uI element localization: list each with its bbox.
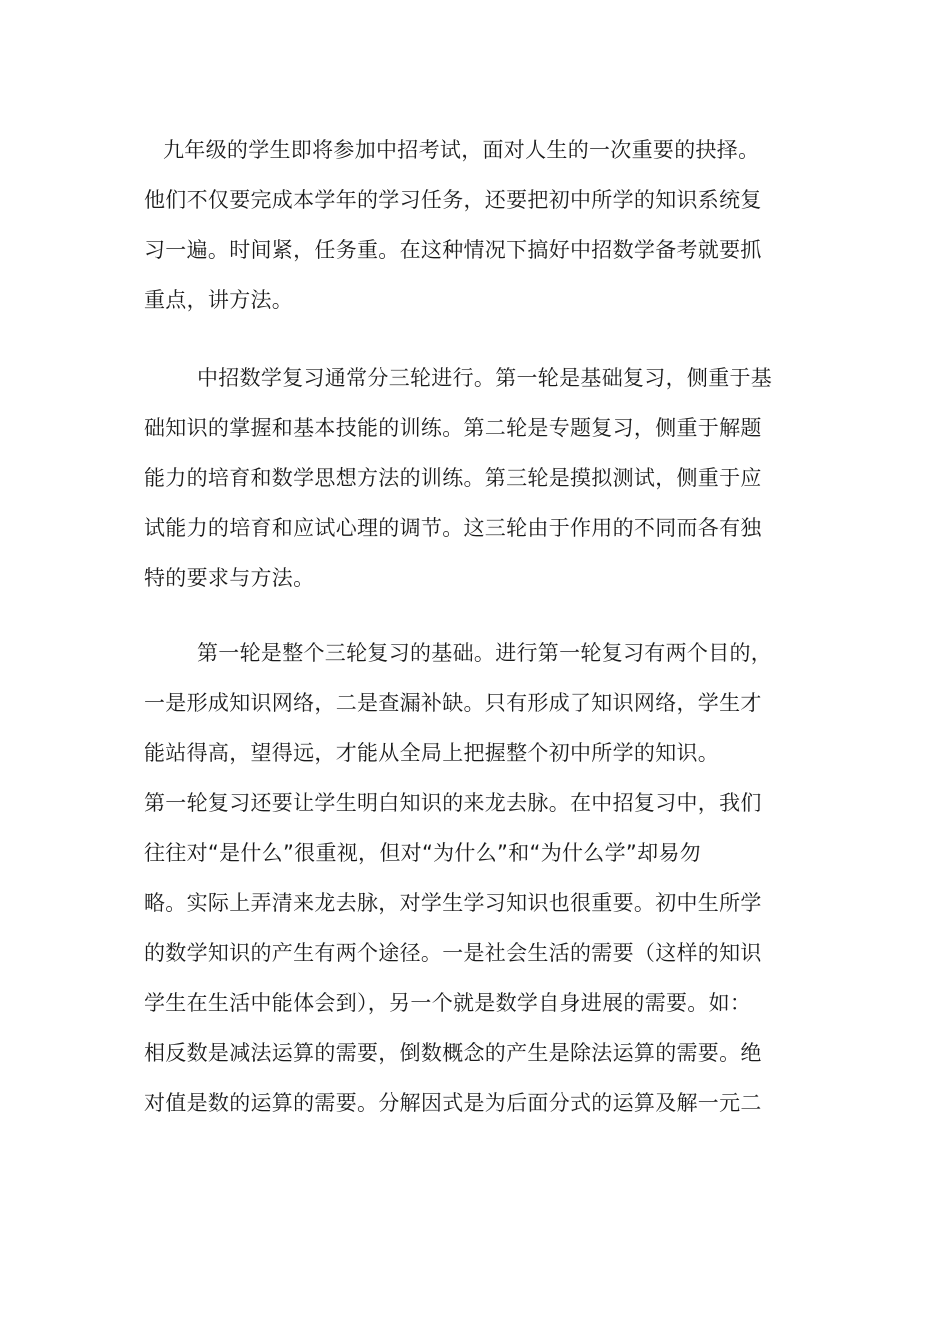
paragraph-4-line-6: 相反数是减法运算的需要，倒数概念的产生是除法运算的需要。绝	[144, 1041, 762, 1065]
paragraph-3-line-2: 一是形成知识网络，二是查漏补缺。只有形成了知识网络，学生才	[144, 691, 762, 715]
paragraph-4-line-2: 往往对“是什么”很重视，但对“为什么”和“为什么学”却易勿	[144, 841, 701, 865]
paragraph-1-line-2: 他们不仅要完成本学年的学习任务，还要把初中所学的知识系统复	[144, 188, 762, 212]
paragraph-4-line-5: 学生在生活中能体会到），另一个就是数学自身进展的需要。如：	[144, 991, 752, 1015]
paragraph-1-line-3: 习一遍。时间紧，任务重。在这种情况下搞好中招数学备考就要抓	[144, 238, 762, 262]
paragraph-2-line-5: 特的要求与方法。	[144, 566, 315, 590]
paragraph-2-line-1: 中招数学复习通常分三轮进行。第一轮是基础复习，侧重于基	[197, 366, 773, 390]
paragraph-4-line-3: 略。实际上弄清来龙去脉，对学生学习知识也很重要。初中生所学	[144, 891, 762, 915]
paragraph-1-line-4: 重点，讲方法。	[144, 288, 294, 312]
paragraph-3-line-3: 能站得高，望得远，才能从全局上把握整个初中所学的知识。	[144, 741, 720, 765]
paragraph-2-line-2: 础知识的掌握和基本技能的训练。第二轮是专题复习，侧重于解题	[144, 416, 762, 440]
paragraph-4-line-1: 第一轮复习还要让学生明白知识的来龙去脉。在中招复习中，我们	[144, 791, 762, 815]
paragraph-1-line-1: 九年级的学生即将参加中招考试，面对人生的一次重要的抉择。	[163, 138, 760, 162]
paragraph-2-line-4: 试能力的培育和应试心理的调节。这三轮由于作用的不同而各有独	[144, 516, 762, 540]
paragraph-4-line-7: 对值是数的运算的需要。分解因式是为后面分式的运算及解一元二	[144, 1091, 762, 1115]
paragraph-3-line-1: 第一轮是整个三轮复习的基础。进行第一轮复习有两个目的，	[197, 641, 773, 665]
paragraph-4-line-4: 的数学知识的产生有两个途径。一是社会生活的需要（这样的知识	[144, 941, 762, 965]
paragraph-2-line-3: 能力的培育和数学思想方法的训练。第三轮是摸拟测试，侧重于应	[144, 466, 762, 490]
